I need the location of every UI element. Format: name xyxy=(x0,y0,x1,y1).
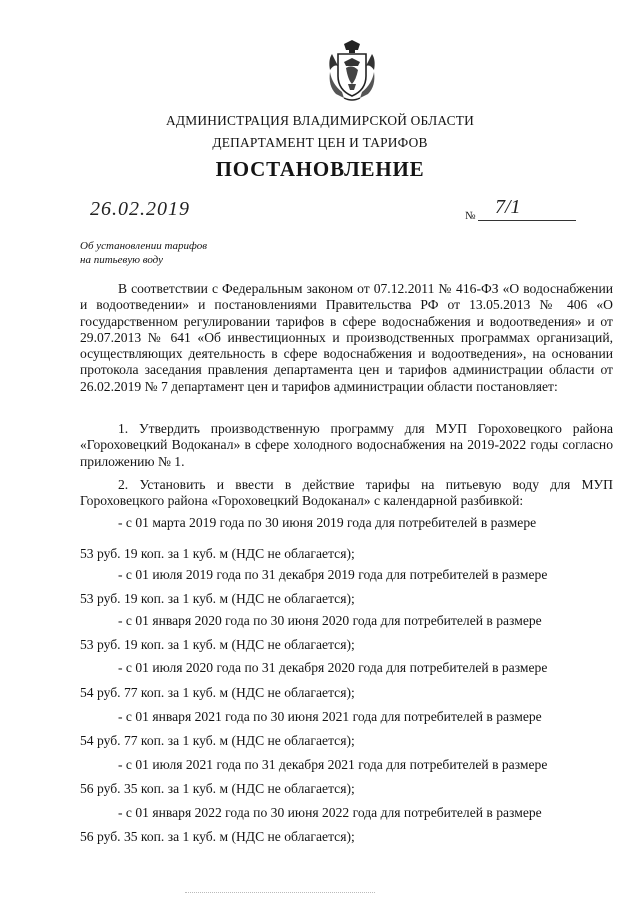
preamble-paragraph xyxy=(80,281,613,395)
preamble-text: В соответствии с Федеральным законом от 07.12.2011 № 416-ФЗ «О водоснабжении и водоотведении» и постановлениями Правительства РФ от 13.05.2013 № 406 «О государственном регулировании тарифов в сфере водоснабжения и водоотведения» и от 29.07.2013 № 641 «Об инвестиционных и производственных программах организаций, осуществляющих деятельность в сфере водоснабжения и водоотведения», на основании протокола заседания правления департамента цен и тарифов администрации области от 26.02.2019 № 7 департамент цен и тарифов администрации области постановляет: xyxy=(80,281,613,394)
tariff-period-1: - с 01 марта 2019 года по 30 июня 2019 года для потребителей в размере xyxy=(118,515,537,530)
tariff-period-4: - с 01 июля 2020 года по 31 декабря 2020 года для потребителей в размере xyxy=(118,660,548,675)
subject-line-2: на питьевую воду xyxy=(80,254,163,266)
clause-1-text: 1. Утвердить производственную программу для МУП Гороховецкого района «Гороховецкий Водоканал» в сфере холодного водоснабжения на 2019-2022 годы согласно приложению № 1. xyxy=(80,421,613,469)
tariff-rate-1: 53 руб. 19 коп. за 1 куб. м (НДС не облагается); xyxy=(80,546,355,561)
department-name: ДЕПАРТАМЕНТ ЦЕН И ТАРИФОВ xyxy=(212,135,428,150)
document-date: 26.02.2019 xyxy=(90,198,190,220)
coat-of-arms-icon xyxy=(326,40,378,102)
scan-artifact-dots xyxy=(185,892,375,893)
tariff-rate-3: 53 руб. 19 коп. за 1 куб. м (НДС не облагается); xyxy=(80,637,355,652)
clause-1 xyxy=(80,421,613,470)
document-title: ПОСТАНОВЛЕНИЕ xyxy=(215,157,425,181)
subject-line-1: Об установлении тарифов xyxy=(80,240,207,252)
tariff-period-6: - с 01 июля 2021 года по 31 декабря 2021 года для потребителей в размере xyxy=(118,757,548,772)
tariff-period-7: - с 01 января 2022 года по 30 июня 2022 года для потребителей в размере xyxy=(118,805,542,820)
tariff-rate-5: 54 руб. 77 коп. за 1 куб. м (НДС не облагается); xyxy=(80,733,355,748)
clause-2-text: 2. Установить и ввести в действие тарифы на питьевую воду для МУП Гороховецкого района «Гороховецкий Водоканал» с календарной разбивкой: xyxy=(80,477,613,509)
tariff-rate-6: 56 руб. 35 коп. за 1 куб. м (НДС не облагается); xyxy=(80,781,355,796)
organization-name: АДМИНИСТРАЦИЯ ВЛАДИМИРСКОЙ ОБЛАСТИ xyxy=(166,113,474,128)
number-underline xyxy=(478,220,576,221)
tariff-period-2: - с 01 июля 2019 года по 31 декабря 2019 года для потребителей в размере xyxy=(118,567,548,582)
clause-2 xyxy=(80,477,613,510)
number-sign: № xyxy=(465,210,476,222)
tariff-rate-7: 56 руб. 35 коп. за 1 куб. м (НДС не облагается); xyxy=(80,829,355,844)
tariff-rate-2: 53 руб. 19 коп. за 1 куб. м (НДС не облагается); xyxy=(80,591,355,606)
tariff-period-5: - с 01 января 2021 года по 30 июня 2021 года для потребителей в размере xyxy=(118,709,542,724)
tariff-period-3: - с 01 января 2020 года по 30 июня 2020 года для потребителей в размере xyxy=(118,613,542,628)
document-number: 7/1 xyxy=(495,196,521,218)
tariff-rate-4: 54 руб. 77 коп. за 1 куб. м (НДС не облагается); xyxy=(80,685,355,700)
